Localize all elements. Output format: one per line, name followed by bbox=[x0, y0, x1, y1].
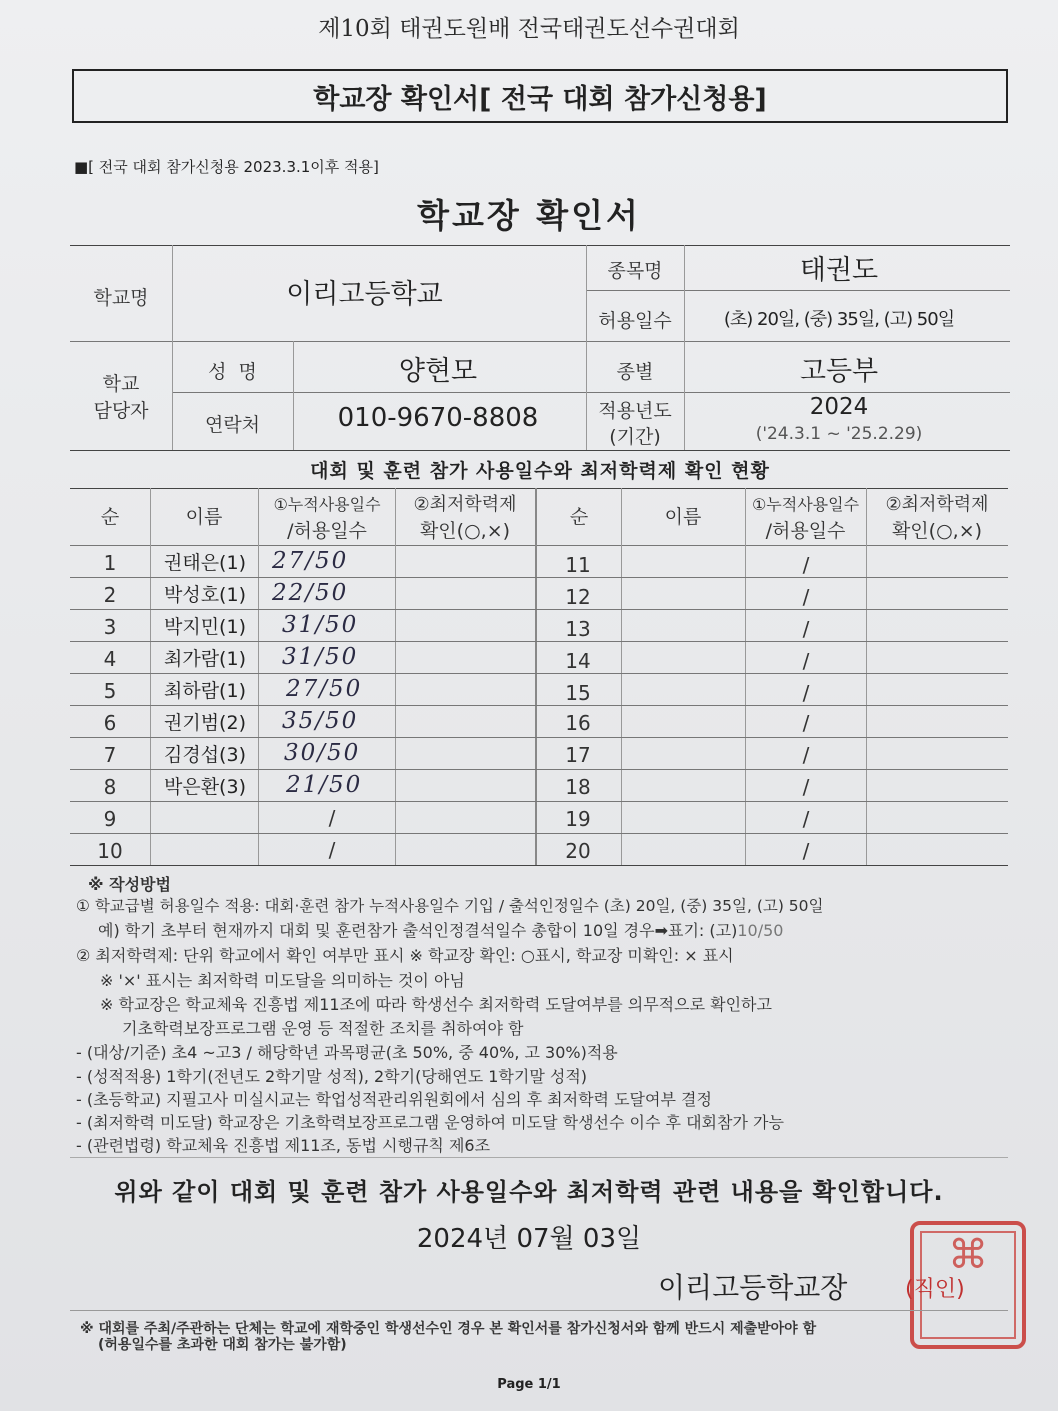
row-number: 6 bbox=[103, 711, 117, 735]
student-name: 박지민(1) bbox=[164, 616, 246, 638]
handwritten-days: 22/50 bbox=[272, 580, 349, 606]
method-line-1: ① 학교급별 허용일수 적용: 대회·훈련 참가 누적사용일수 기입 / 출석인정일수 (초) 20일, (중) 35일, (고) 50일 bbox=[76, 897, 824, 915]
division-label: 종별 bbox=[616, 361, 654, 383]
method-line-8: - (성적적용) 1학기(전년도 2학기말 성적), 2학기(당해연도 1학기말 성적) bbox=[76, 1067, 588, 1086]
days-slash: / bbox=[802, 553, 810, 577]
row-number: 2 bbox=[103, 583, 117, 607]
student-name: 권태은(1) bbox=[164, 552, 246, 574]
year-label-line2: (기간) bbox=[609, 426, 661, 448]
row-number-right: 14 bbox=[565, 649, 591, 673]
row-divider bbox=[70, 769, 1008, 770]
row-number: 8 bbox=[103, 775, 117, 799]
principal-signature: 이리고등학교장 bbox=[658, 1271, 848, 1304]
col-header-academic-1-right: ②최저학력제 bbox=[885, 494, 989, 515]
method-line-2a: 예) 학기 초부터 현재까지 대회 및 훈련참가 출석인정결석일수 총합이 10일 경우➡표기: (고) bbox=[98, 921, 738, 940]
sport-label: 종목명 bbox=[607, 260, 663, 282]
method-line-6: 기초학력보장프로그램 운영 등 적절한 조치를 취하여야 함 bbox=[122, 1019, 524, 1038]
row-number: 4 bbox=[103, 647, 117, 671]
days-slash: / bbox=[802, 839, 810, 863]
student-name: 김경섭(3) bbox=[164, 744, 246, 766]
row-number: 5 bbox=[103, 679, 117, 703]
sport-value: 태권도 bbox=[799, 255, 879, 286]
col-header-academic-1: ②최저학력제 bbox=[413, 494, 517, 515]
school-label: 학교명 bbox=[93, 287, 149, 309]
status-table-bottom bbox=[70, 865, 1008, 866]
year-label-line1: 적용년도 bbox=[598, 400, 672, 422]
col-header-days-2: /허용일수 bbox=[287, 520, 367, 542]
row-number-right: 13 bbox=[565, 617, 591, 641]
status-table-top bbox=[70, 488, 1008, 489]
confirmation-statement: 위와 같이 대회 및 훈련 참가 사용일수와 최저학력 관련 내용을 확인합니다. bbox=[114, 1178, 944, 1206]
days-slash: / bbox=[328, 838, 336, 862]
days-slash: / bbox=[802, 775, 810, 799]
row-number: 3 bbox=[103, 615, 117, 639]
footnote-line-1: ※ 대회를 주최/주관하는 단체는 학교에 재학중인 학생선수인 경우 본 확인서를 참가신청서와 함께 반드시 제출받아야 함 bbox=[80, 1321, 817, 1337]
row-number-right: 12 bbox=[565, 585, 591, 609]
days-slash: / bbox=[802, 681, 810, 705]
contact-label: 연락처 bbox=[204, 414, 261, 436]
page-number: Page 1/1 bbox=[497, 1377, 561, 1392]
year-value: 2024 bbox=[809, 394, 869, 420]
allowed-days-label: 허용일수 bbox=[598, 310, 672, 332]
student-name: 박은환(3) bbox=[164, 776, 246, 798]
row-number: 10 bbox=[97, 839, 123, 863]
allowed-days-value: (초) 20일, (중) 35일, (고) 50일 bbox=[723, 309, 955, 330]
row-divider bbox=[70, 833, 1008, 834]
manager-label-line1: 학교 bbox=[102, 373, 140, 395]
handwritten-days: 27/50 bbox=[272, 548, 349, 574]
row-number: 7 bbox=[103, 743, 117, 767]
handwritten-days: 21/50 bbox=[286, 772, 363, 798]
row-number-right: 20 bbox=[565, 839, 591, 863]
days-slash: / bbox=[328, 806, 336, 830]
method-line-2 bbox=[98, 918, 783, 941]
contact-value: 010-9670-8808 bbox=[337, 403, 539, 433]
method-heading: ※ 작성방법 bbox=[88, 875, 171, 894]
row-divider bbox=[70, 577, 1008, 578]
division-value: 고등부 bbox=[799, 356, 879, 387]
row-divider bbox=[70, 801, 1008, 802]
col-header-no: 순 bbox=[100, 506, 120, 528]
row-number: 1 bbox=[103, 551, 117, 575]
method-line-10: - (최저학력 미도달) 학교장은 기초학력보장프로그램 운영하여 미도달 학생선수 이수 후 대회참가 가능 bbox=[76, 1113, 784, 1132]
col-header-days-1-right: ①누적사용일수 bbox=[751, 495, 860, 514]
form-title: 학교장 확인서[ 전국 대회 참가신청용] bbox=[313, 84, 767, 115]
period-value: ('24.3.1 ~ '25.2.29) bbox=[755, 424, 923, 444]
col-header-no-right: 순 bbox=[569, 506, 589, 528]
method-line-11: - (관련법령) 학교체육 진흥법 제11조, 동법 시행규칙 제6조 bbox=[76, 1136, 491, 1155]
method-line-7: - (대상/기준) 초4 ~고3 / 해당학년 과목평균(초 50%, 중 40%, 고 30%)적용 bbox=[76, 1043, 618, 1062]
col-header-days-1: ①누적사용일수 bbox=[273, 495, 381, 514]
info-table-bottom bbox=[70, 450, 1010, 451]
row-divider bbox=[70, 609, 1008, 610]
method-divider bbox=[70, 1157, 1008, 1158]
info-row-divider bbox=[586, 290, 1010, 291]
days-slash: / bbox=[802, 617, 810, 641]
handwritten-days: 30/50 bbox=[284, 740, 361, 766]
footnote-line-2: (허용일수를 초과한 대회 참가는 불가함) bbox=[98, 1337, 347, 1353]
handwritten-days: 27/50 bbox=[286, 676, 363, 702]
event-title: 제10회 태권도원배 전국태권도선수권대회 bbox=[318, 16, 740, 42]
status-col-divider bbox=[395, 488, 396, 865]
student-name: 권기범(2) bbox=[164, 712, 246, 734]
name-label: 성 명 bbox=[208, 361, 257, 383]
info-row-divider bbox=[70, 341, 1010, 342]
row-number-right: 19 bbox=[565, 807, 591, 831]
days-slash: / bbox=[802, 743, 810, 767]
method-line-5: ※ 학교장은 학교체육 진흥법 제11조에 따라 학생선수 최저학력 도달여부를 의무적으로 확인하고 bbox=[100, 995, 772, 1014]
handwritten-days: 35/50 bbox=[282, 708, 359, 734]
col-header-name-right: 이름 bbox=[664, 506, 702, 528]
student-name: 최가람(1) bbox=[164, 648, 246, 670]
document-date: 2024년 07월 03일 bbox=[416, 1224, 642, 1254]
info-col-divider bbox=[684, 245, 685, 450]
col-header-days-2-right: /허용일수 bbox=[765, 520, 846, 542]
row-divider bbox=[70, 737, 1008, 738]
col-header-name: 이름 bbox=[185, 506, 223, 528]
applicability-note: ■[ 전국 대회 참가신청용 2023.3.1이후 적용] bbox=[74, 158, 379, 176]
days-slash: / bbox=[802, 711, 810, 735]
days-slash: / bbox=[802, 807, 810, 831]
student-name: 최하람(1) bbox=[164, 680, 246, 702]
handwritten-days: 31/50 bbox=[282, 644, 359, 670]
school-name: 이리고등학교 bbox=[286, 279, 443, 310]
manager-label-line2: 담당자 bbox=[93, 400, 149, 422]
status-col-divider bbox=[150, 488, 151, 865]
row-number-right: 17 bbox=[565, 743, 591, 767]
method-line-3: ② 최저학력제: 단위 학교에서 확인 여부만 표시 ※ 학교장 확인: ○표시, 학교장 미확인: × 표시 bbox=[76, 946, 734, 965]
status-heading: 대회 및 훈련 참가 사용일수와 최저학력제 확인 현황 bbox=[310, 460, 770, 482]
days-slash: / bbox=[802, 649, 810, 673]
status-col-divider bbox=[258, 488, 259, 865]
row-number-right: 18 bbox=[565, 775, 591, 799]
info-table-top bbox=[70, 245, 1010, 246]
seal-label: (직인) bbox=[905, 1277, 965, 1302]
days-slash: / bbox=[802, 585, 810, 609]
row-number-right: 11 bbox=[565, 553, 591, 577]
footnote-divider bbox=[70, 1310, 1008, 1311]
status-col-divider bbox=[621, 488, 622, 865]
row-number: 9 bbox=[103, 807, 117, 831]
row-number-right: 15 bbox=[565, 681, 591, 705]
row-number-right: 16 bbox=[565, 711, 591, 735]
info-col-divider bbox=[586, 245, 587, 450]
row-divider bbox=[70, 641, 1008, 642]
col-header-academic-2: 확인(○,×) bbox=[419, 520, 511, 542]
method-line-4: ※ '×' 표시는 최저학력 미도달을 의미하는 것이 아님 bbox=[100, 971, 465, 990]
status-col-divider bbox=[535, 488, 537, 865]
col-header-academic-2-right: 확인(○,×) bbox=[891, 520, 983, 542]
method-line-9: - (초등학교) 지필고사 미실시교는 학업성적관리위원회에서 심의 후 최저학력 도달여부 결정 bbox=[76, 1090, 712, 1109]
status-header-bottom bbox=[70, 545, 1008, 546]
info-row-divider bbox=[172, 392, 1010, 393]
row-divider bbox=[70, 705, 1008, 706]
student-name: 박성호(1) bbox=[164, 584, 246, 606]
main-title: 학교장 확인서 bbox=[417, 196, 641, 235]
seal-icon: ⌘ bbox=[948, 1232, 988, 1278]
handwritten-days: 31/50 bbox=[282, 612, 359, 638]
manager-name: 양현모 bbox=[398, 356, 478, 387]
method-line-2b: 10/50 bbox=[737, 921, 784, 940]
row-divider bbox=[70, 673, 1008, 674]
